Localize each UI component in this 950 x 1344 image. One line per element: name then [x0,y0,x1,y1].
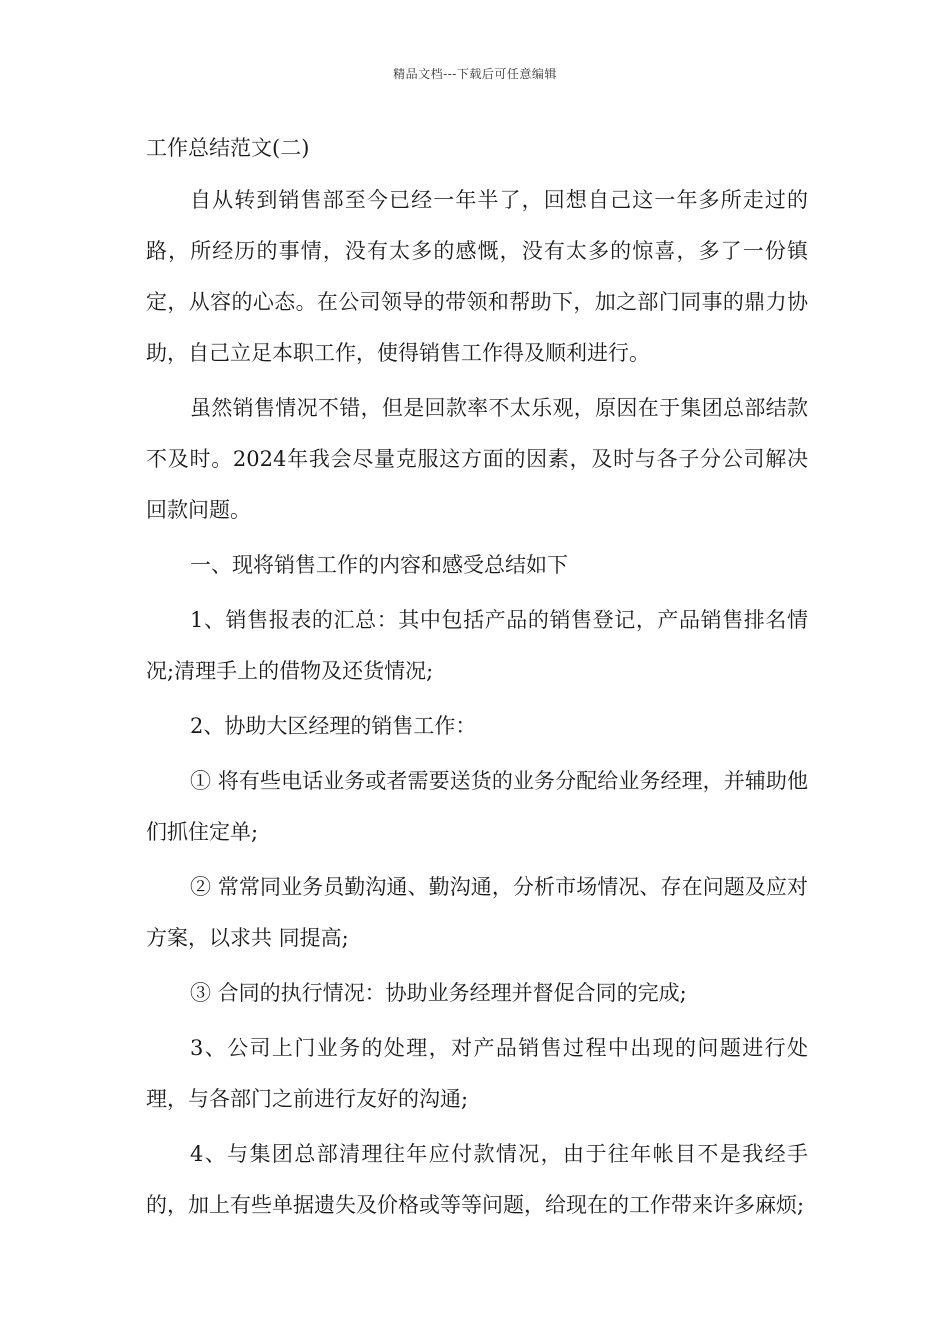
document-body [146,124,808,1235]
list-item-1: 1、销售报表的汇总：其中包括产品的销售登记，产品销售排名情况;清理手上的借物及还货情况; [146,608,808,683]
paragraph-collection: 虽然销售情况不错，但是回款率不太乐观，原因在于集团总部结款不及时。2024年我会尽量克服这方面的因素，及时与各子分公司解决回款问题。 [146,396,808,522]
list-item-4: 4、与集团总部清理往年应付款情况，由于往年帐目不是我经手的，加上有些单据遗失及价格或等等问题，给现在的工作带来许多麻烦; [146,1142,808,1217]
list-item-2: 2、协助大区经理的销售工作： [190,714,477,738]
sub-item-2: ② 常常同业务员勤沟通、勤沟通，分析市场情况、存在问题及应对方案，以求共 同提高; [146,875,808,950]
paragraph-intro: 自从转到销售部至今已经一年半了，回想自己这一年多所走过的路，所经历的事情，没有太多的感慨，没有太多的惊喜，多了一份镇定，从容的心态。在公司领导的带领和帮助下，加之部门同事的鼎力协助，自己立足本职工作，使得销售工作得及顺利进行。 [146,188,808,365]
document-title: 工作总结范文(二) [146,136,310,160]
sub-item-1: ① 将有些电话业务或者需要送货的业务分配给业务经理，并辅助他们抓住定单; [146,769,808,844]
sub-item-3: ③ 合同的执行情况：协助业务经理并督促合同的完成; [190,981,687,1005]
page-header: 精品文档---下载后可任意编辑 [393,67,557,81]
list-item-3: 3、公司上门业务的处理，对产品销售过程中出现的问题进行处理，与各部门之前进行友好的沟通; [146,1036,808,1111]
section-heading: 一、现将销售工作的内容和感受总结如下 [190,553,568,577]
